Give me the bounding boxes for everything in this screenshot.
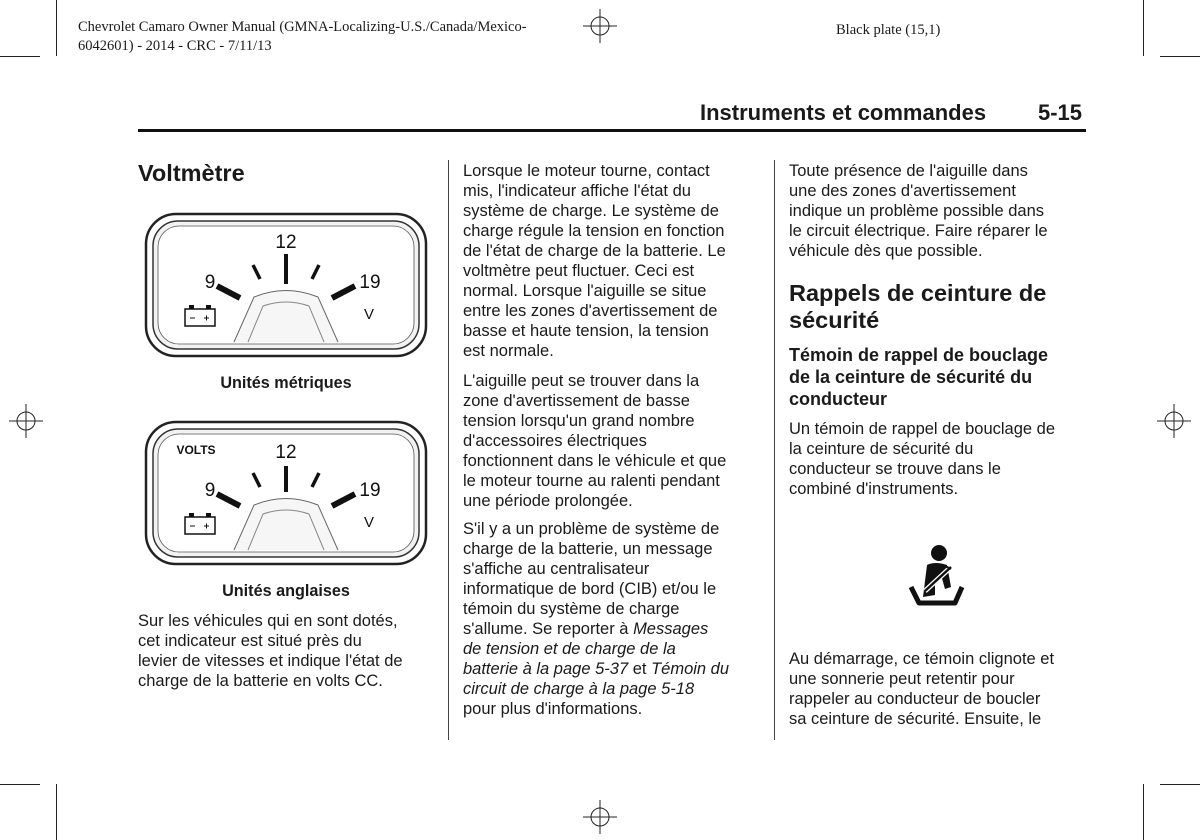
caption-english: Unités anglaises bbox=[222, 582, 350, 600]
gauge-label-9: 9 bbox=[204, 272, 216, 293]
gauge-label-19: 19 bbox=[359, 480, 381, 501]
reference-link-charging-light[interactable]: Témoin du circuit de charge à la page 5-18 bbox=[463, 660, 730, 698]
gauge-label-12: 12 bbox=[275, 442, 297, 463]
print-info-line1: Chevrolet Camaro Owner Manual (GMNA-Localizing-U.S./Canada/Mexico- bbox=[78, 19, 527, 35]
col2-paragraph-2: L'aiguille peut se trouver dans la zone d'avertissement de basse tension lorsqu'un grand nombre d'accessoires électriques fonctionnent dans le véhicule et que le moteur tourne au ralenti pendant une période prolongée. bbox=[463, 372, 727, 510]
print-info-line2: 6042601) - 2014 - CRC - 7/11/13 bbox=[78, 38, 272, 54]
registration-mark-icon bbox=[1157, 404, 1191, 438]
page-number: 5-15 bbox=[1038, 100, 1083, 125]
gauge-label-19: 19 bbox=[359, 272, 381, 293]
col3-paragraph-2: Un témoin de rappel de bouclage de la ceinture de sécurité du conducteur se trouve dans le combiné d'instruments. bbox=[789, 420, 1056, 498]
registration-mark-icon bbox=[583, 800, 617, 834]
section-title: Instruments et commandes bbox=[700, 100, 987, 125]
col2-paragraph-1: Lorsque le moteur tourne, contact mis, l'indicateur affiche l'état du système de charge. Le système de charge régule la tension en fonction de l'état de charge de la batterie. Le voltmètre peut fluctuer. Ceci est normal. Lorsque l'aiguille se situe entre les zones d'avertissement de basse et haute tension, la tension est normale. bbox=[463, 162, 726, 360]
caption-metric: Unités métriques bbox=[220, 374, 352, 392]
voltmeter-description: Sur les véhicules qui en sont dotés, cet indicateur est situé près du levier de vitesses et indique l'état de charge de la batterie en volts CC. bbox=[138, 612, 403, 690]
voltmeter-heading: Voltmètre bbox=[138, 160, 245, 186]
gauge-label-9: 9 bbox=[204, 480, 216, 501]
seatbelt-reminder-icon bbox=[905, 543, 967, 611]
reference-link-battery-messages[interactable]: Messages de tension et de charge de la batterie à la page 5-37 bbox=[463, 620, 709, 678]
registration-mark-icon bbox=[583, 9, 617, 43]
gauge-label-volts: VOLTS bbox=[176, 443, 216, 457]
voltmeter-gauge-english bbox=[144, 420, 428, 566]
seatbelt-reminders-heading: Rappels de ceinture de sécurité bbox=[789, 280, 1047, 333]
column-divider bbox=[448, 160, 449, 740]
col3-paragraph-1: Toute présence de l'aiguille dans une des zones d'avertissement indique un problème possible dans le circuit électrique. Faire réparer le véhicule dès que possible. bbox=[789, 162, 1048, 260]
driver-seatbelt-subheading: Témoin de rappel de bouclage de la ceinture de sécurité du conducteur bbox=[789, 345, 1049, 409]
column-divider bbox=[774, 160, 775, 740]
col2-p3-text-mid: et bbox=[628, 660, 652, 678]
col3-paragraph-3: Au démarrage, ce témoin clignote et une sonnerie peut retentir pour rappeler au conducteur de boucler sa ceinture de sécurité. Ensuite, le bbox=[789, 650, 1055, 728]
gauge-label-12: 12 bbox=[275, 232, 297, 253]
col2-p3-text-start: S'il y a un problème de système de charge de la batterie, un message s'affiche au centralisateur informatique de bord (CIB) et/ou le témoin du système de charge s'allume. Se reporter à bbox=[463, 520, 720, 638]
header-rule bbox=[138, 129, 1086, 132]
gauge-label-v: V bbox=[363, 514, 375, 531]
col2-p3-text-end: pour plus d'informations. bbox=[463, 700, 643, 718]
print-info bbox=[78, 18, 527, 56]
gauge-label-v: V bbox=[363, 306, 375, 323]
registration-mark-icon bbox=[9, 404, 43, 438]
voltmeter-gauge-metric bbox=[144, 212, 428, 358]
black-plate-label: Black plate (15,1) bbox=[836, 22, 941, 38]
col2-paragraph-3 bbox=[463, 519, 768, 719]
